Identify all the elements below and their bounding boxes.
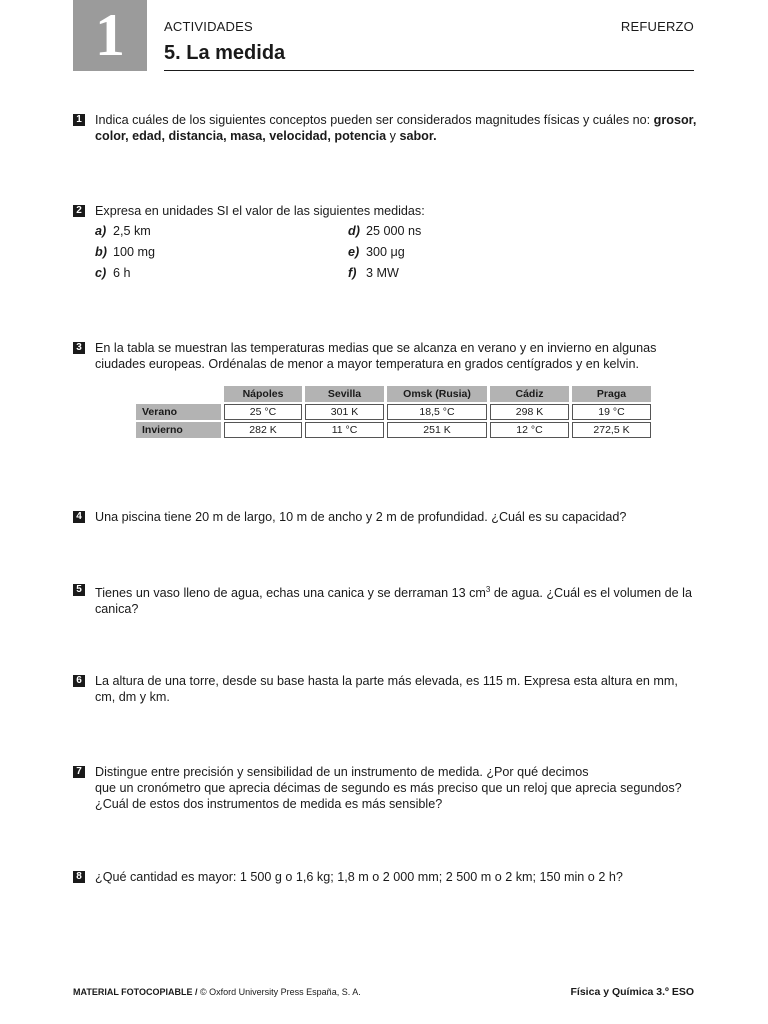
- column-header: Sevilla: [305, 386, 384, 402]
- level-label: REFUERZO: [620, 19, 694, 34]
- table-cell: 18,5 °C: [387, 404, 487, 420]
- table-header-row: [136, 386, 651, 402]
- exercise-line: Distingue entre precisión y sensibilidad de un instrumento de medida. ¿Por qué decimos: [95, 765, 589, 779]
- exercise-5: [73, 582, 698, 617]
- exercise-text: Una piscina tiene 20 m de largo, 10 m de ancho y 2 m de profundidad. ¿Cuál es su capacidad?: [95, 510, 627, 524]
- exercise-line: que un cronómetro que aprecia décimas de segundo es más preciso que un reloj que aprecia segundos?: [95, 781, 682, 795]
- exercise-number: 1: [73, 114, 85, 126]
- sub-items: [95, 223, 698, 281]
- exercise-3: [73, 340, 698, 372]
- exercise-6: [73, 673, 698, 705]
- exercise-text: La altura de una torre, desde su base hasta la parte más elevada, es 115 m. Expresa esta altura en mm, cm, dm y km.: [95, 674, 678, 704]
- exercise-4: [73, 509, 698, 525]
- table-cell: 251 K: [387, 422, 487, 438]
- table-cell: 19 °C: [572, 404, 651, 420]
- exercise-number: 5: [73, 584, 85, 596]
- section-label: ACTIVIDADES: [164, 19, 253, 34]
- exercise-number: 7: [73, 766, 85, 778]
- sub-item-d: d) 25 000 ns: [348, 224, 422, 238]
- exercise-7: [73, 764, 698, 812]
- temperature-table: [133, 384, 654, 440]
- table-corner: [136, 386, 221, 402]
- sub-item-c: c) 6 h: [95, 266, 131, 280]
- table-cell: 298 K: [490, 404, 569, 420]
- exercise-text: En la tabla se muestran las temperaturas medias que se alcanza en verano y en invierno en algunas ciudades europeas. Ordénalas de menor a mayor temperatura en grados centígrados y en kelvin.: [95, 341, 657, 371]
- exercise-text: Indica cuáles de los siguientes conceptos pueden ser considerados magnitudes físicas y cuáles no: grosor, color, edad, distancia, masa, velocidad, potencia y sabor.: [95, 113, 697, 143]
- table-row: [136, 404, 651, 420]
- sub-item-e: e) 300 μg: [348, 245, 405, 259]
- table-row: [136, 422, 651, 438]
- sub-item-b: b) 100 mg: [95, 245, 156, 259]
- column-header: Praga: [572, 386, 651, 402]
- table-cell: 272,5 K: [572, 422, 651, 438]
- exercise-2: [73, 203, 698, 281]
- exercise-line: ¿Cuál de estos dos instrumentos de medida es más sensible?: [95, 797, 443, 811]
- column-header: Cádiz: [490, 386, 569, 402]
- exercise-1: [73, 112, 698, 144]
- exercise-number: 8: [73, 871, 85, 883]
- table-cell: 12 °C: [490, 422, 569, 438]
- footer-copyright: MATERIAL FOTOCOPIABLE / © Oxford University Press España, S. A.: [73, 987, 361, 997]
- exercise-text: ¿Qué cantidad es mayor: 1 500 g o 1,6 kg; 1,8 m o 2 000 mm; 2 500 m o 2 km; 150 min o 2 h?: [95, 870, 623, 884]
- row-header: Invierno: [136, 422, 221, 438]
- table-cell: 11 °C: [305, 422, 384, 438]
- exercise-text: [95, 764, 698, 812]
- exercise-text: Expresa en unidades SI el valor de las siguientes medidas:: [95, 204, 425, 218]
- sub-item-f: f) 3 MW: [348, 266, 399, 280]
- exercise-number: 2: [73, 205, 85, 217]
- column-header: Nápoles: [224, 386, 302, 402]
- sub-item-a: a) 2,5 km: [95, 224, 151, 238]
- chapter-number-badge: 1: [73, 0, 147, 71]
- footer-book-title: Física y Química 3.º ESO: [570, 986, 694, 998]
- exercise-number: 6: [73, 675, 85, 687]
- table-cell: 25 °C: [224, 404, 302, 420]
- column-header: Omsk (Rusia): [387, 386, 487, 402]
- exercise-8: [73, 869, 698, 885]
- page-title: 5. La medida: [164, 42, 286, 64]
- table-cell: 301 K: [305, 404, 384, 420]
- header-divider: [164, 70, 694, 71]
- table-cell: 282 K: [224, 422, 302, 438]
- exercise-number: 4: [73, 511, 85, 523]
- row-header: Verano: [136, 404, 221, 420]
- exercise-number: 3: [73, 342, 85, 354]
- exercise-text: Tienes un vaso lleno de agua, echas una canica y se derraman 13 $cm^3$ de agua. ¿Cuál es el volumen de la canica?: [95, 585, 692, 617]
